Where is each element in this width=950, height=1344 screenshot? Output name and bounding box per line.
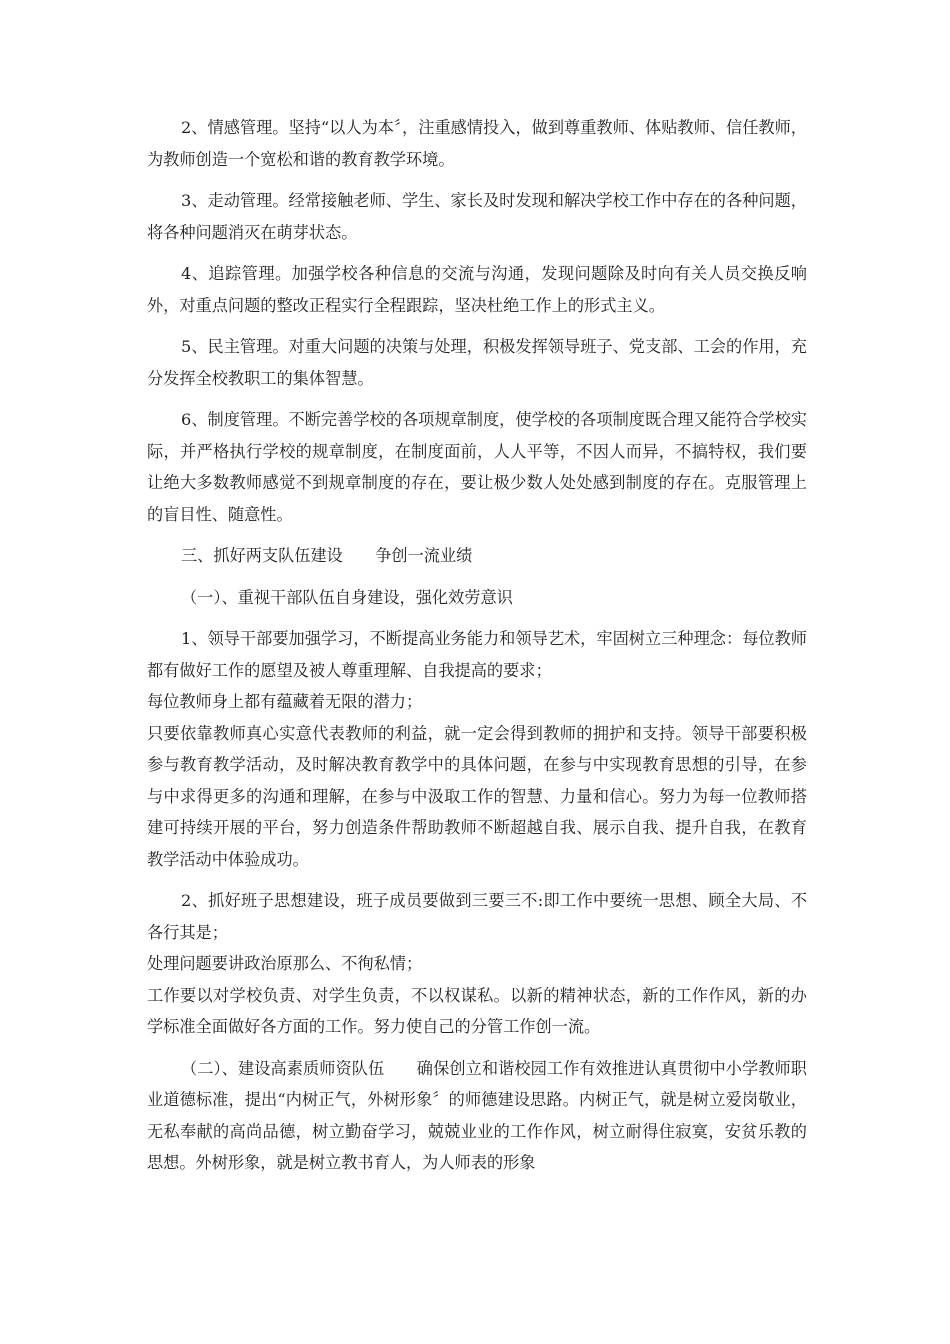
paragraph-emotional-management: 2、情感管理。坚持“以人为本〞，注重感情投入，做到尊重教师、体贴教师、信任教师，为教师创造一个宽松和谐的教育教学环境。 xyxy=(147,118,807,169)
paragraph-handle-problems: 处理问题要讲政治原那么、不徇私情； xyxy=(147,954,423,973)
paragraph-teacher-potential: 每位教师身上都有蕴藏着无限的潜力； xyxy=(147,692,423,711)
paragraph-rely-on-teachers: 只要依靠教师真心实意代表教师的利益，就一定会得到教师的拥护和支持。领导干部要积极参与教育教学活动，及时解决教育教学中的具体问题，在参与中实现教育思想的引导，在参与中求得更多的沟通和理解，在参与中汲取工作的智慧、力量和信心。努力为每一位教师搭建可持续开展的平台，努力创造条件帮助教师不断超越自我、展示自我、提升自我，在教育教学活动中体验成功。 xyxy=(147,723,807,869)
paragraph-democratic-management: 5、民主管理。对重大问题的决策与处理，积极发挥领导班子、党支部、工会的作用，充分发挥全校教职工的集体智慧。 xyxy=(147,337,807,388)
subsection-heading-cadre-team: （一）、重视干部队伍自身建设，强化效劳意识 xyxy=(181,587,513,607)
document-body xyxy=(147,112,807,1189)
paragraph-system-management: 6、制度管理。不断完善学校的各项规章制度，使学校的各项制度既合理又能符合学校实际，并严格执行学校的规章制度，在制度面前，人人平等，不因人而异，不搞特权，我们要让绝大多数教师感觉不到规章制度的存在，要让极少数人处处感到制度的存在。克服管理上的盲目性、随意性。 xyxy=(147,410,807,524)
paragraph-work-responsibility: 工作要以对学校负责、对学生负责，不以权谋私。以新的精神状态，新的工作作风，新的办学标准全面做好各方面的工作。努力使自己的分管工作创一流。 xyxy=(147,985,807,1036)
paragraph-leaders-study: 1、领导干部要加强学习，不断提高业务能力和领导艺术，牢固树立三种理念：每位教师都有做好工作的愿望及被人尊重理解、自我提高的要求； xyxy=(147,629,807,680)
paragraph-teacher-team: （二）、建设高素质师资队伍 确保创立和谐校园工作有效推进认真贯彻中小学教师职业道德标准，提出“内树正气，外树形象〞的师德建设思路。内树正气，就是树立爱岗敬业，无私奉献的高尚品德，树立勤奋学习，兢兢业业的工作作风，树立耐得住寂寞，安贫乐教的思想。外树形象，就是树立教书育人，为人师表的形象 xyxy=(147,1058,807,1172)
paragraph-walking-management: 3、走动管理。经常接触老师、学生、家长及时发现和解决学校工作中存在的各种问题，将各种问题消灭在萌芽状态。 xyxy=(147,191,807,242)
section-heading-team-building: 三、抓好两支队伍建设 争创一流业绩 xyxy=(181,546,473,565)
paragraph-tracking-management: 4、追踪管理。加强学校各种信息的交流与沟通，发现问题除及时向有关人员交换反响外，对重点问题的整改正程实行全程跟踪，坚决杜绝工作上的形式主义。 xyxy=(147,264,807,315)
paragraph-team-thinking: 2、抓好班子思想建设，班子成员要做到三要三不:即工作中要统一思想、顾全大局、不各行其是； xyxy=(147,891,807,942)
